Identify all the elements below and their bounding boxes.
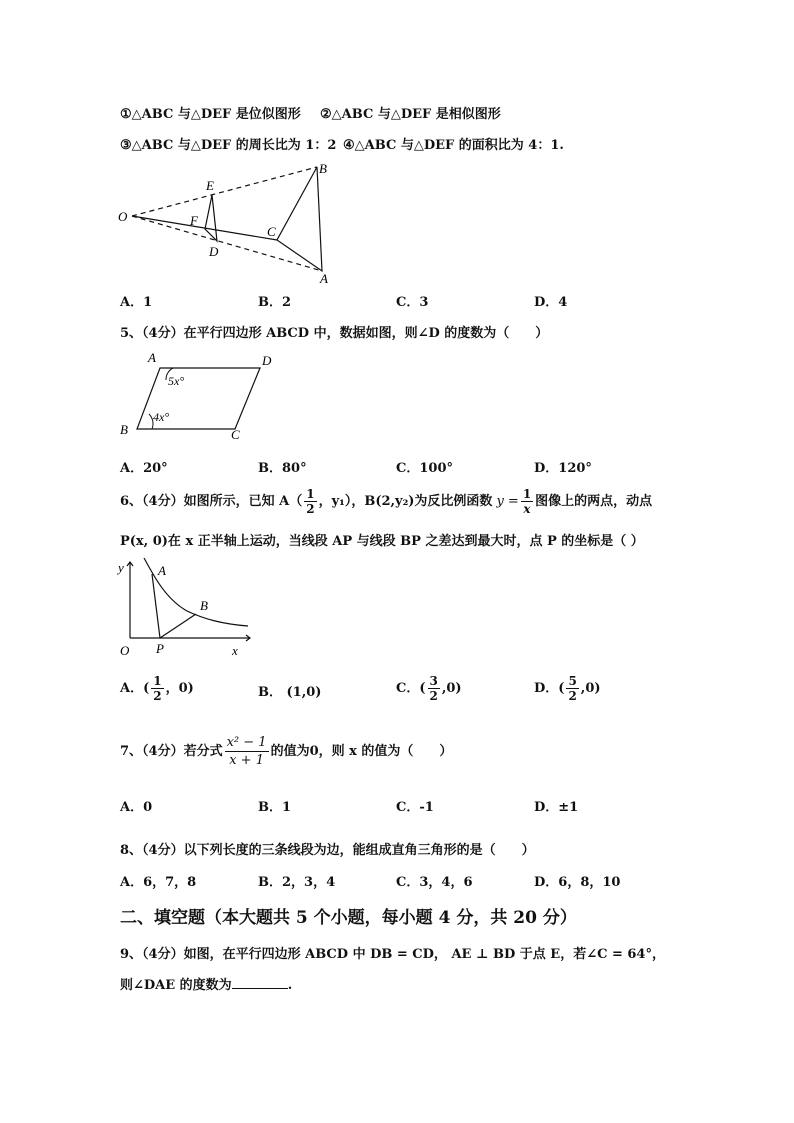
q6-a-den: 2 [306,502,315,516]
q6-opt-a-post: ，0) [165,681,194,696]
q5-angle-a: 5x° [168,374,185,388]
q6-stem-line2: P(x, 0)在 x 正半轴上运动，当线段 AP 与线段 BP 之差达到最大时，点 P 的坐标是（ ） [120,534,644,549]
q6-graph-figure [112,556,262,661]
q8-option-a: A．6，7，8 [120,875,197,890]
q5-parallelogram-figure [112,346,272,446]
q4-statement-3: ③△ABC 与△DEF 的周长比为 1：2 [120,138,337,153]
q5-angle-b: 4x° [153,410,170,424]
q7-stem [120,734,452,769]
q6-opt-d-den: 2 [568,689,577,703]
q7-fraction [225,734,269,769]
q6-opt-c-den: 2 [429,689,438,703]
q4-option-b: B．2 [258,295,292,310]
q5-label-c: C [231,427,240,442]
q5-option-b: B．80° [258,461,307,476]
q4-label-c: C [267,224,276,239]
q7-option-a: A．0 [120,800,153,815]
q6-opt-c-post: ,0) [441,681,462,696]
q5-stem: 5、（4分）在平行四边形 ABCD 中，数据如图，则∠D 的度数为（ ） [120,326,549,341]
q5-label-b: B [120,422,128,437]
q6-option-c [396,674,462,704]
q6-label-y: y [118,560,124,575]
q4-label-a: A [320,271,328,285]
q6-a-num: 1 [306,487,315,501]
q9-answer-blank[interactable] [232,976,288,989]
q5-option-c: C．100° [396,461,453,476]
q4-label-f: F [190,213,198,228]
section-heading: 二、填空题（本大题共 5 个小题，每小题 4 分，共 20 分） [120,908,577,928]
q4-option-a: A．1 [120,295,153,310]
q4-triangle-def [205,195,217,241]
q6-opt-a-num: 1 [153,674,162,688]
q6-opt-c-frac [428,674,440,703]
q4-dashed-ob [132,167,317,216]
q6-opt-a-frac [151,674,163,703]
q6-stem-part2: ，y₁），B(2,y₂)为反比例函数 [318,494,493,509]
q8-option-b: B．2，3，4 [258,875,336,890]
q7-option-b: B．1 [258,800,292,815]
q6-opt-a-pre: A．( [120,681,150,696]
q6-label-o: O [120,643,130,658]
q5-label-a: A [148,350,156,365]
q6-label-x: x [232,643,238,658]
q5-option-d: D．120° [534,461,592,476]
q6-segment-bp [160,614,196,638]
q6-opt-c-pre: C．( [396,681,426,696]
q4-label-o: O [118,209,128,224]
q6-option-a [120,674,194,704]
q6-option-d [534,674,601,704]
q5-option-a: A．20° [120,461,168,476]
q6-stem-part3: 图像上的两点，动点 [535,494,653,509]
q6-opt-d-frac [566,674,578,703]
q7-option-c: C．-1 [396,800,434,815]
q6-label-a: A [158,563,166,578]
q4-statement-4: ④△ABC 与△DEF 的面积比为 4：1. [343,138,564,153]
q6-label-p: P [156,641,164,656]
q9-line2-pre: 则∠DAE 的度数为 [120,978,232,993]
q6-fraction-func [521,487,533,516]
q6-opt-a-den: 2 [153,689,162,703]
q7-frac-den: x + 1 [229,753,264,768]
q5-label-d: D [262,353,272,368]
q6-opt-c-num: 3 [429,674,438,688]
q7-stem-pre: 7、（4分）若分式 [120,744,223,759]
q4-statement-1: ①△ABC 与△DEF 是位似图形 [120,107,301,122]
q6-stem-line1 [120,487,652,517]
q9-line2-post: . [287,978,293,993]
q4-dashed-oa [132,216,322,271]
q6-func-num: 1 [522,487,532,501]
q8-option-c: C．3，4，6 [396,875,473,890]
q6-label-b: B [200,598,208,613]
q6-option-b: B． (1,0) [258,685,322,700]
q4-triangle-abc [277,167,322,271]
q9-line2 [120,974,292,993]
q4-label-b: B [319,161,327,176]
q4-label-e: E [206,178,214,193]
q4-homothety-figure [110,160,340,285]
q6-fraction-a [304,487,316,516]
q8-option-d: D．6，8，10 [534,875,621,890]
q8-stem: 8、（4分）以下列长度的三条线段为边，能组成直角三角形的是（ ） [120,843,535,858]
q4-statement-2: ②△ABC 与△DEF 是相似图形 [320,107,501,122]
q7-stem-post: 的值为0，则 x 的值为（ ） [270,744,453,759]
q4-option-d: D．4 [534,295,568,310]
q9-line1: 9、（4分）如图，在平行四边形 ABCD 中 DB = CD， AE ⊥ BD 于点 E，若∠C = 64°， [120,947,665,962]
q7-option-d: D．±1 [534,800,579,815]
q6-opt-d-pre: D．( [534,681,565,696]
q4-option-c: C．3 [396,295,429,310]
q4-label-d: D [209,244,219,259]
q6-opt-d-post: ,0) [580,681,601,696]
q6-func-den: x [523,502,531,516]
q7-frac-num: x² − 1 [226,735,267,750]
q6-opt-d-num: 5 [568,674,577,688]
q6-stem-part1: 6、（4分）如图所示，已知 A（ [120,494,303,509]
q6-func-y: y = [496,494,519,509]
